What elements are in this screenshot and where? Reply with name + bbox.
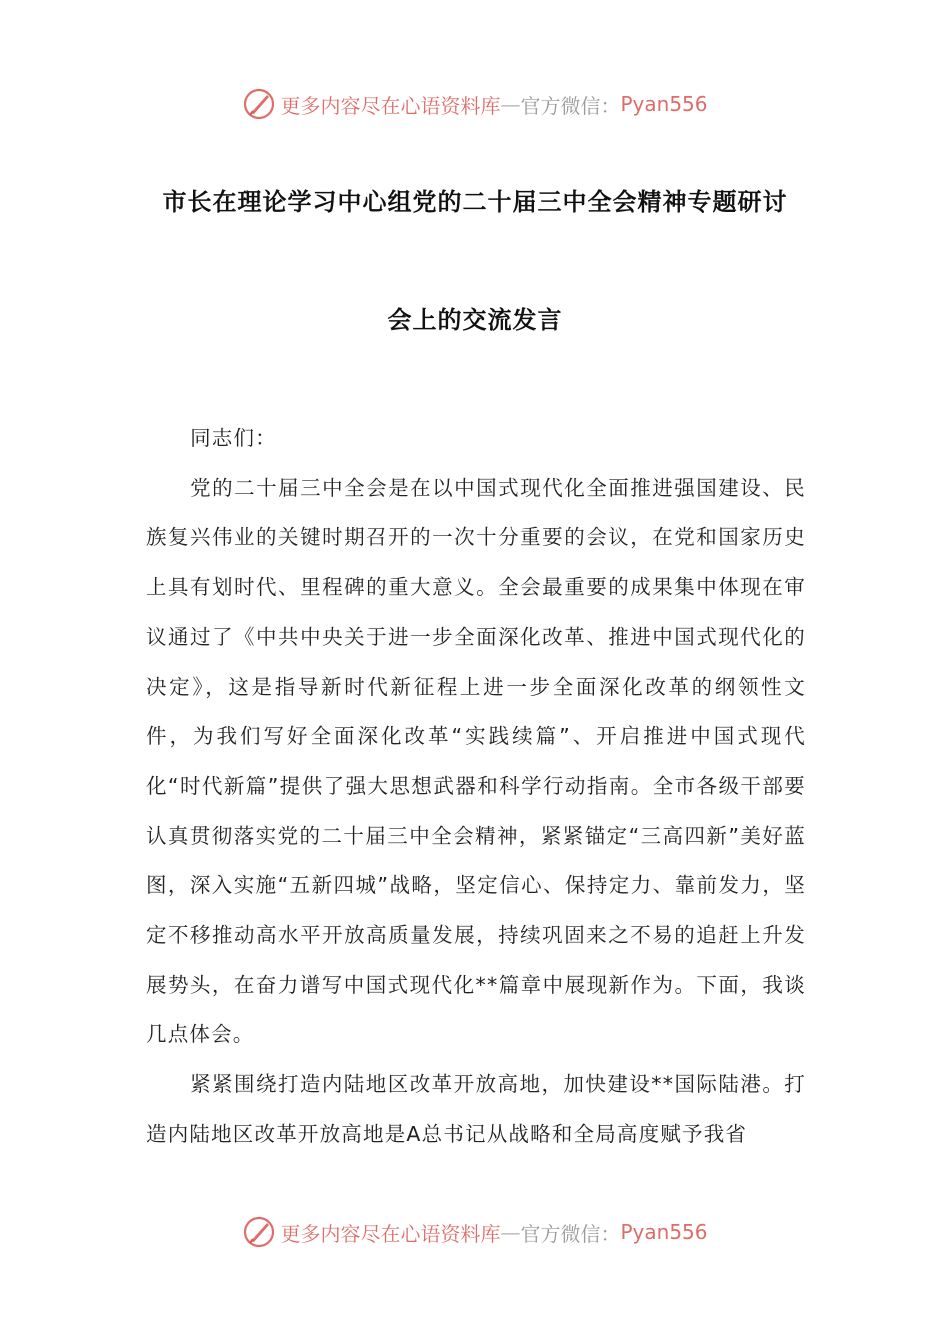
footer-watermark (0, 1212, 950, 1252)
watermark-wechat-id: Pyan556 (620, 1220, 708, 1244)
watermark-dash: — (500, 92, 521, 116)
watermark-wechat-label: 官方微信： (520, 1221, 621, 1246)
paragraph-2: 紧紧围绕打造内陆地区改革开放高地，加快建设**国际陆港。打造内陆地区改革开放高地是A总书记从战略和全局高度赋予我省 (146, 1072, 806, 1146)
document-body (146, 414, 806, 1160)
quill-logo-icon (242, 87, 276, 121)
watermark-brand: 更多内容尽在心语资料库 (280, 1221, 501, 1246)
watermark-brand: 更多内容尽在心语资料库 (280, 93, 501, 118)
watermark-wechat-id: Pyan556 (620, 92, 708, 116)
paragraph-1: 党的二十届三中全会是在以中国式现代化全面推进强国建设、民族复兴伟业的关键时期召开的一次十分重要的会议，在党和国家历史上具有划时代、里程碑的重大意义。全会最重要的成果集中体现在审议通过了《中共中央关于进一步全面深化改革、推进中国式现代化的决定》，这是指导新时代新征程上进一步全面深化改革的纲领性文件，为我们写好全面深化改革“实践续篇”、开启推进中国式现代化“时代新篇”提供了强大思想武器和科学行动指南。全市各级干部要认真贯彻落实党的二十届三中全会精神，紧紧锚定“三高四新”美好蓝图，深入实施“五新四城”战略，坚定信心、保持定力、靠前发力，坚定不移推动高水平开放高质量发展，持续巩固来之不易的追赶上升发展势头，在奋力谱写中国式现代化**篇章中展现新作为。下面，我谈几点体会。 (146, 475, 806, 1047)
quill-logo-icon (242, 1215, 276, 1249)
header-watermark (0, 84, 950, 124)
document-title-line1: 市长在理论学习中心组党的二十届三中全会精神专题研讨 (162, 188, 788, 216)
document-title-line2: 会上的交流发言 (387, 306, 563, 334)
watermark-wechat-label: 官方微信： (520, 93, 621, 118)
watermark-dash: — (500, 1220, 521, 1244)
salutation: 同志们： (190, 426, 277, 450)
